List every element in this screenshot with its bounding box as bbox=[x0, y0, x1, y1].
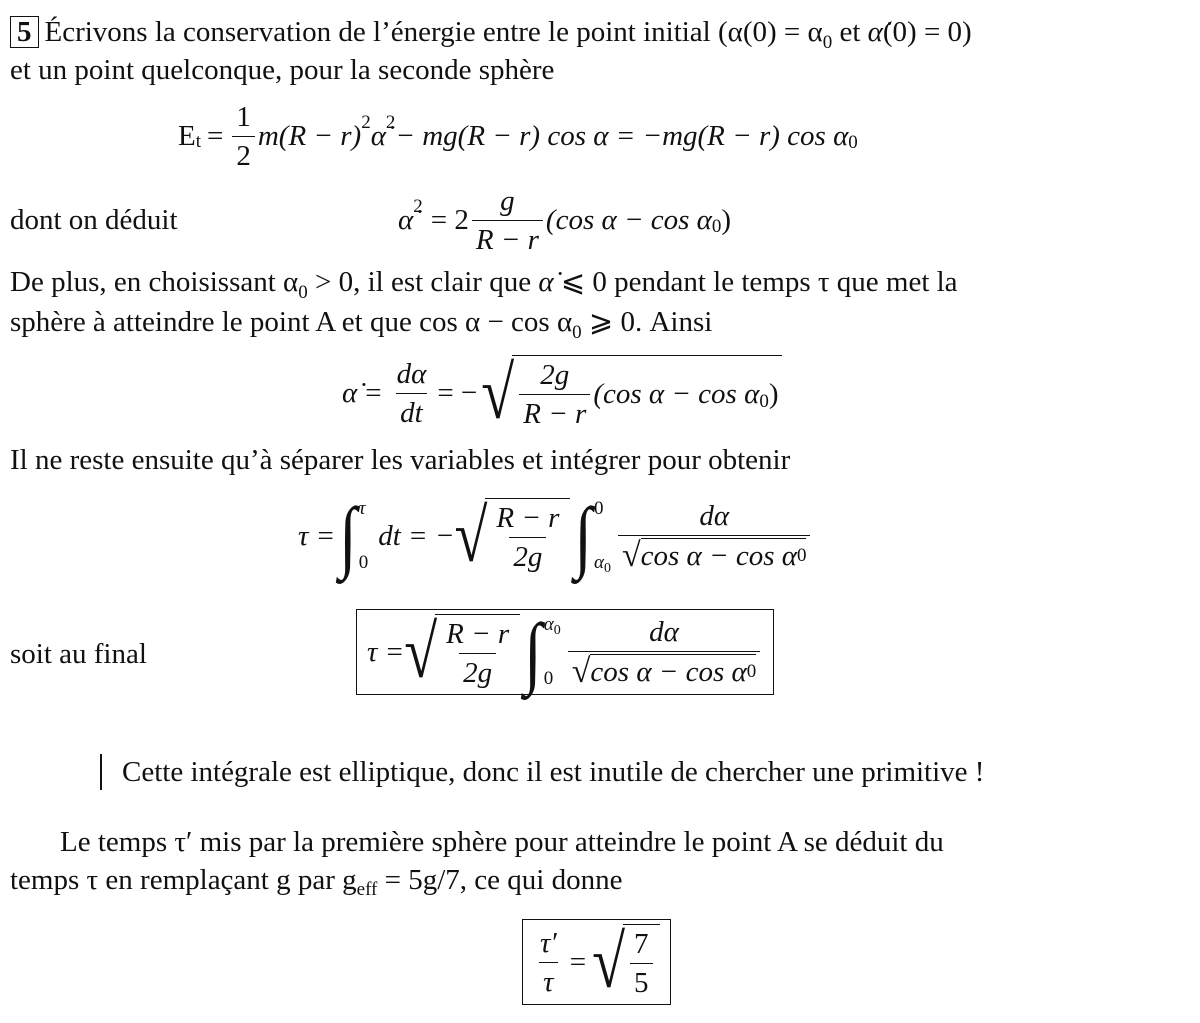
text: > 0, il est clair que bbox=[307, 266, 539, 298]
integral-sign: ∫ 0 $\alpha_0$ bbox=[574, 491, 611, 580]
text: temps τ en remplaçant g par g bbox=[10, 864, 357, 896]
denominator: τ bbox=[539, 962, 557, 999]
radical-sign: √ bbox=[404, 610, 438, 694]
cos-difference: (cos α − cos α bbox=[593, 378, 760, 410]
numerator: τ′ bbox=[540, 926, 557, 959]
dt-term: dt = − bbox=[378, 519, 455, 552]
fraction-dalpha-dt bbox=[393, 357, 431, 430]
cos-difference: (cos α − cos α bbox=[545, 203, 712, 236]
fraction-integrand: dα √ cos α − cos α 0 bbox=[618, 499, 811, 573]
alpha-dot: α̇ bbox=[867, 16, 883, 48]
paragraph-intro-line1 bbox=[10, 14, 972, 54]
paragraph-first-sphere-line2 bbox=[10, 862, 622, 902]
fraction-half bbox=[232, 100, 255, 173]
remark-elliptic: Cette intégrale est elliptique, donc il est inutile de chercher une primitive ! bbox=[100, 754, 984, 790]
integral-sign: ∫ $\alpha_0$ 0 bbox=[524, 607, 561, 696]
intro-text-end: (0) = 0) bbox=[882, 16, 972, 48]
lower-limit: 0 bbox=[358, 552, 369, 573]
equation-tau-integral bbox=[298, 488, 813, 584]
subscript: 0 bbox=[298, 282, 308, 303]
coefficient: = 2 bbox=[430, 203, 469, 236]
subscript: eff bbox=[356, 879, 378, 900]
fraction-integrand: dα √ cos α − cos α 0 bbox=[568, 615, 761, 689]
numerator: g bbox=[500, 184, 515, 217]
numerator: R − r bbox=[496, 502, 560, 534]
denominator: R − r bbox=[472, 220, 543, 257]
upper-limit: τ bbox=[358, 498, 366, 519]
numerator: 2g bbox=[540, 359, 570, 391]
denominator: 2g bbox=[459, 653, 496, 690]
radical-sign: √ bbox=[592, 920, 626, 1004]
fraction-R-over-2g bbox=[442, 617, 513, 690]
superscript: 2 bbox=[361, 112, 371, 133]
denominator: dt bbox=[396, 393, 427, 430]
boxed-ratio bbox=[522, 919, 671, 1005]
radical-sign: √ bbox=[481, 351, 515, 435]
boxed-result bbox=[356, 609, 774, 695]
upper-limit: α bbox=[543, 614, 554, 635]
subscript: 0 bbox=[603, 561, 611, 576]
equation-tau-final bbox=[356, 602, 774, 702]
alpha-dot: α̇ bbox=[398, 203, 414, 236]
denominator: R − r bbox=[519, 394, 590, 431]
question-number-box: 5 bbox=[10, 16, 39, 48]
paragraph-separate: Il ne reste ensuite qu’à séparer les variables et intégrer pour obtenir bbox=[10, 444, 791, 476]
cos-difference: cos α − cos α bbox=[640, 540, 797, 572]
denominator: 2g bbox=[509, 537, 546, 574]
energy-symbol: E bbox=[178, 119, 196, 152]
alpha-dot: α̇ bbox=[370, 119, 386, 152]
numerator: 1 bbox=[236, 100, 251, 133]
text: sphère à atteindre le point A et que cos α − cos α bbox=[10, 306, 573, 338]
equals-minus: = − bbox=[437, 376, 478, 409]
numerator: R − r bbox=[446, 618, 510, 650]
subscript: 0 bbox=[553, 623, 561, 638]
cos-difference: cos α − cos α bbox=[590, 656, 747, 688]
radical-sign: √ bbox=[454, 494, 488, 578]
paragraph-first-sphere-line1: Le temps τ′ mis par la première sphère pour atteindre le point A se déduit du bbox=[60, 826, 944, 858]
integral-sign: ∫ τ 0 bbox=[339, 491, 369, 580]
eq5-label: soit au final bbox=[10, 638, 147, 670]
tau-lhs: τ = bbox=[298, 519, 336, 552]
text: ⩽ 0 pendant le temps τ que met la bbox=[553, 266, 958, 298]
fraction-g-over-R bbox=[472, 184, 543, 257]
intro-text-start: Écrivons la conservation de l’énergie entre le point initial (α(0) = α bbox=[44, 16, 823, 48]
equals: = bbox=[569, 945, 587, 978]
paragraph-intro-line2: et un point quelconque, pour la seconde sphère bbox=[10, 54, 555, 86]
subscript: 0 bbox=[759, 390, 769, 412]
subscript: t bbox=[195, 131, 201, 152]
denominator: 5 bbox=[630, 963, 653, 1000]
alpha-dot: α̇ bbox=[342, 376, 358, 409]
equation-energy: E t = $\frac{1}{2}$ m(R − r) 2 α̇ 2 − mg(R − r) cos α = −mg(R − r) cos α 0 bbox=[178, 100, 858, 172]
subscript: 0 bbox=[747, 654, 757, 689]
fraction-7-5 bbox=[630, 927, 653, 1000]
fraction-tau-ratio bbox=[536, 926, 561, 999]
potential-term: − mg(R − r) cos α = −mg(R − r) cos α bbox=[395, 119, 849, 152]
intro-text-mid: et bbox=[832, 16, 868, 48]
lower-limit: 0 bbox=[543, 668, 554, 689]
subscript: 0 bbox=[822, 32, 833, 53]
sqrt bbox=[592, 920, 659, 1004]
fraction-2g bbox=[519, 358, 590, 431]
tau-lhs: τ = bbox=[367, 635, 405, 668]
numerator: 7 bbox=[634, 928, 649, 960]
subscript: 0 bbox=[572, 322, 582, 343]
superscript: 2 bbox=[385, 112, 396, 133]
alpha-dot: α̇ bbox=[538, 266, 554, 298]
equation-ratio bbox=[522, 912, 671, 1012]
sqrt: √ $\frac{2g}{R - r}$ (cos α − cos α 0 ) bbox=[481, 355, 782, 431]
numerator: dα bbox=[396, 357, 427, 390]
superscript: 2 bbox=[413, 196, 423, 217]
eq2-label: dont on déduit bbox=[10, 204, 178, 236]
denominator: 2 bbox=[232, 136, 255, 173]
numerator: dα bbox=[649, 616, 679, 648]
fraction-R-over-2g bbox=[492, 501, 563, 574]
upper-limit: 0 bbox=[593, 498, 604, 519]
equation-alpha-dot: α̇ = $\frac{d\alpha}{dt}$ = − √ $\frac{2g}{R - r}$ (cos α − cos α 0 ) bbox=[342, 352, 782, 434]
text: ⩾ 0. Ainsi bbox=[581, 306, 713, 338]
text: De plus, en choisissant α bbox=[10, 266, 299, 298]
subscript: 0 bbox=[797, 538, 807, 573]
paragraph-sign-line2 bbox=[10, 304, 712, 344]
subscript: 0 bbox=[848, 132, 858, 153]
sqrt bbox=[404, 610, 520, 694]
text: = 5g/7, ce qui donne bbox=[377, 864, 623, 896]
kinetic-term: m(R − r) bbox=[257, 119, 362, 152]
lower-limit: α bbox=[593, 552, 604, 573]
sqrt bbox=[454, 494, 570, 578]
paragraph-sign-line1 bbox=[10, 264, 958, 304]
subscript: 0 bbox=[711, 216, 722, 237]
equation-alpha-dot-squared: α̇ 2 = 2 $\frac{g}{R - r}$ (cos α − cos α 0 ) bbox=[398, 184, 732, 256]
numerator: dα bbox=[699, 500, 730, 532]
